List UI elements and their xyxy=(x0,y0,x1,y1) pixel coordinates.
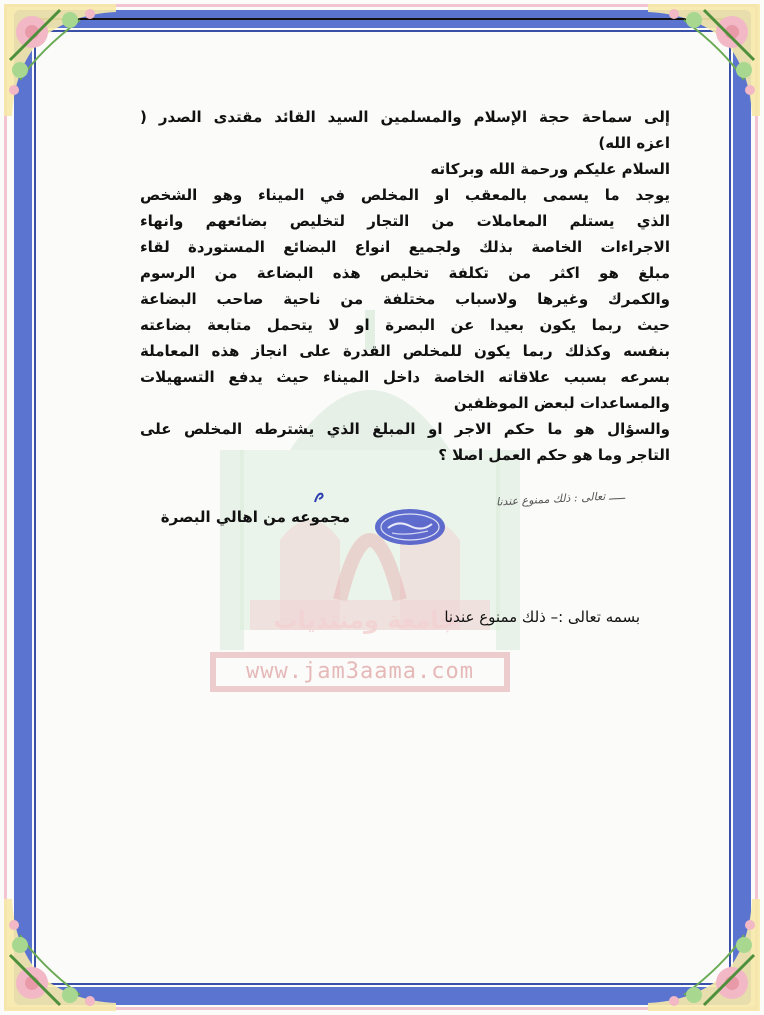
letter-line: يوجد ما يسمى بالمعقب او المخلص في الميناء وهو الشخص xyxy=(140,186,670,204)
letter-line: والكمرك وغيرها ولاسباب مختلفة من ناحية صاحب البضاعة xyxy=(140,290,670,308)
top-black-rule xyxy=(24,18,740,20)
letter-line: الاجراءات الخاصة بذلك ولجميع انواع البضائع المستوردة لقاء xyxy=(140,238,670,256)
floral-corner-ornament xyxy=(0,895,120,1015)
letter-line: والسؤال هو ما حكم الاجر او المبلغ الذي يشترطه المخلص على xyxy=(140,420,670,438)
floral-corner-ornament xyxy=(0,0,120,120)
letter-line: مبلغ هو اكثر من تكلفة تخليص هذه البضاعة من الرسوم xyxy=(140,264,670,282)
letter-body xyxy=(140,104,670,468)
watermark-site-name: جامعة ومنتديات xyxy=(273,606,457,634)
letter-line: والمساعدات لبعض الموظفين xyxy=(453,394,670,412)
ink-mark xyxy=(312,490,326,504)
letter-line: السلام عليكم ورحمة الله وبركاته xyxy=(430,160,670,178)
letter-signature: مجموعه من اهالي البصرة xyxy=(160,508,350,526)
office-seal-stamp xyxy=(372,506,448,548)
letter-line: حيث ربما يكون بعيدا عن البصرة او لا يتحمل متابعة بضاعته xyxy=(140,316,670,334)
letter-line: اعزه الله) xyxy=(598,134,670,152)
letter-line: الذي يستلم المعاملات من التجار لتخليص بضائعهم وانهاء xyxy=(140,212,670,230)
letter-line: إلى سماحة حجة الإسلام والمسلمين السيد القائد مقتدى الصدر ( xyxy=(140,108,670,126)
handwritten-note: ـــــ تعالى : ذلك ممنوع عندنا xyxy=(495,488,626,509)
letter-line: التاجر وما هو حكم العمل اصلا ؟ xyxy=(438,446,670,464)
watermark-url: www.jam3aama.com xyxy=(210,652,510,692)
floral-corner-ornament xyxy=(644,895,764,1015)
floral-corner-ornament xyxy=(644,0,764,120)
letter-line: بسرعه بسبب علاقاته الخاصة داخل الميناء حيث يدفع التسهيلات xyxy=(140,368,670,386)
reply-text: بسمه تعالى :– ذلك ممنوع عندنا xyxy=(444,608,640,626)
letter-line: بنفسه وكذلك ربما يكون للمخلص القدرة على انجاز هذه المعاملة xyxy=(140,342,670,360)
